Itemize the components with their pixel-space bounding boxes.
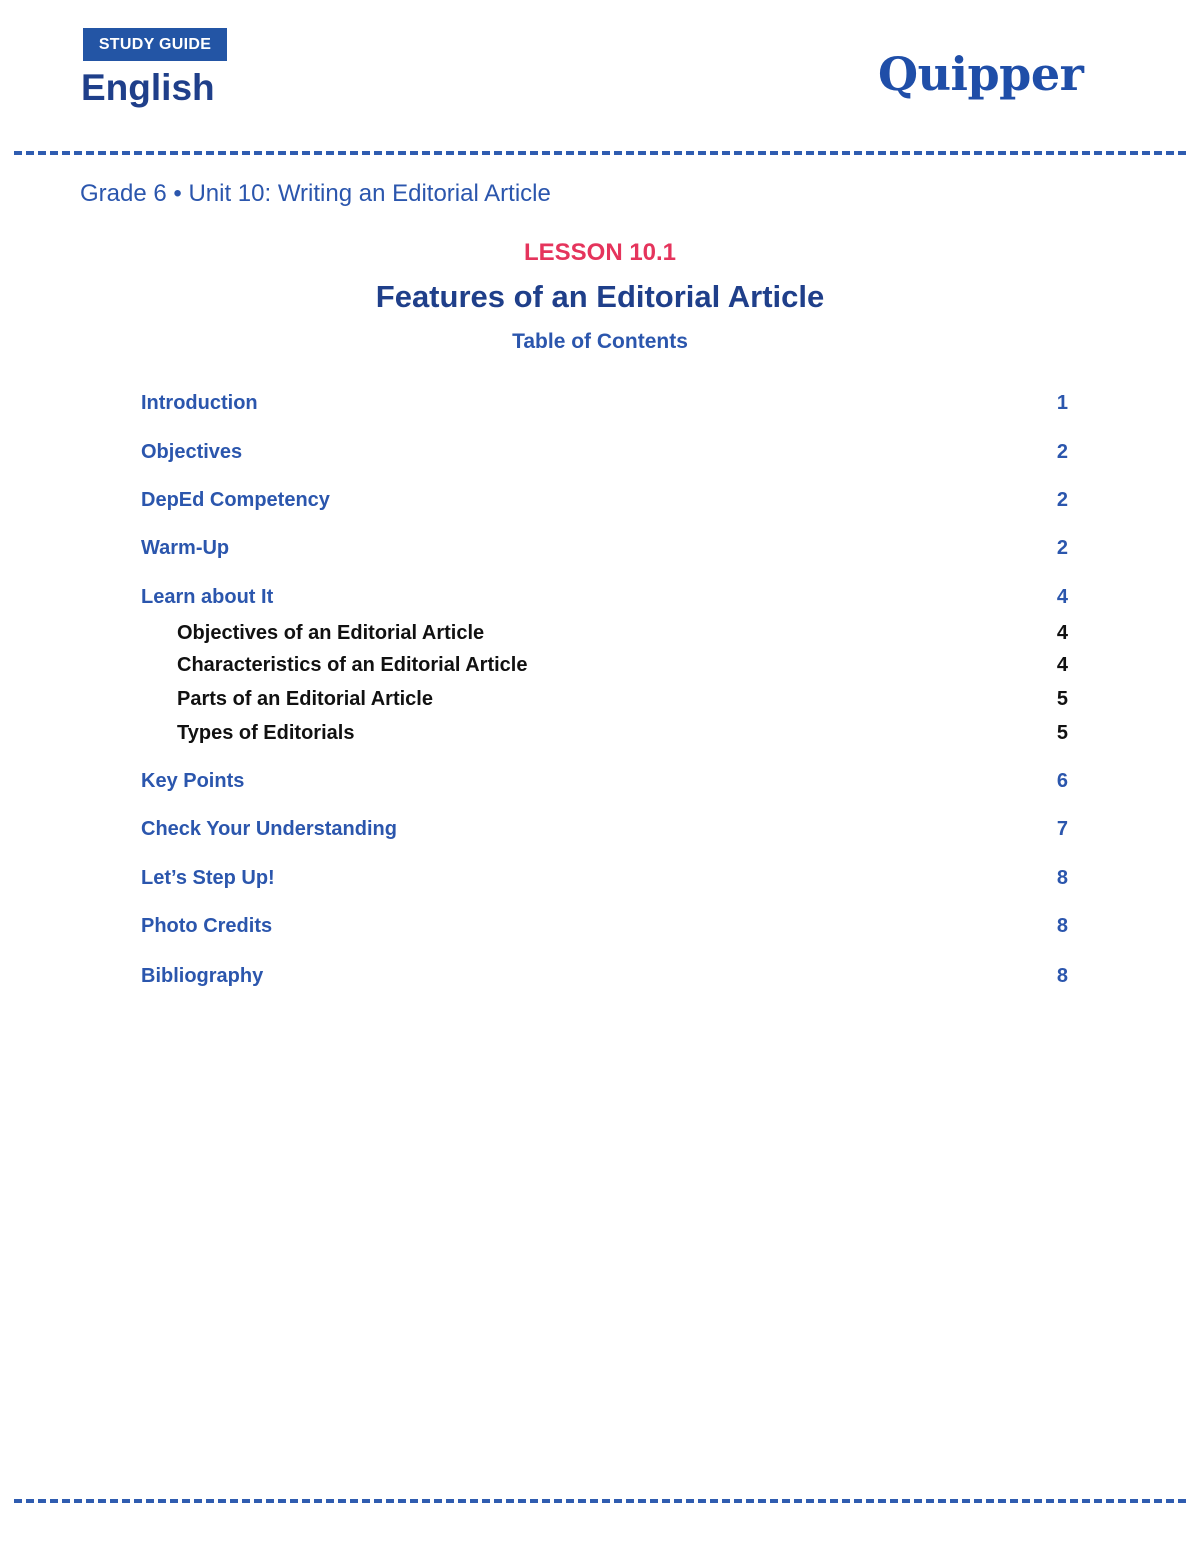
- bottom-dashed-divider: [14, 1499, 1186, 1503]
- subject-title: English: [81, 67, 215, 108]
- toc-subitem-objectives-editorial[interactable]: [177, 619, 1068, 647]
- lesson-title: Features of an Editorial Article: [375, 279, 825, 314]
- lesson-number: LESSON 10.1: [523, 239, 677, 266]
- toc-item-label: Types of Editorials: [177, 722, 355, 744]
- toc-item-page: 6: [1056, 770, 1068, 792]
- toc-item-page: 4: [1056, 622, 1068, 644]
- toc-item-label: Let’s Step Up!: [141, 867, 275, 889]
- toc-item-photo-credits[interactable]: [141, 912, 1068, 940]
- toc-subitem-types[interactable]: [177, 719, 1068, 747]
- toc-item-deped-competency[interactable]: [141, 486, 1068, 514]
- toc-subitem-characteristics[interactable]: [177, 651, 1068, 679]
- toc-item-page: 7: [1056, 818, 1068, 840]
- toc-item-label: Bibliography: [141, 965, 264, 987]
- toc-item-page: 5: [1056, 722, 1068, 744]
- toc-item-objectives[interactable]: [141, 438, 1068, 466]
- toc-item-label: DepEd Competency: [141, 489, 330, 511]
- toc-item-page: 5: [1056, 688, 1068, 710]
- toc-item-learn-about-it[interactable]: [141, 583, 1068, 611]
- toc-item-page: 8: [1056, 965, 1068, 987]
- toc-item-label: Check Your Understanding: [141, 818, 397, 840]
- quipper-logo: Quipper: [878, 47, 1084, 101]
- toc-heading: Table of Contents: [512, 330, 688, 353]
- toc-item-introduction[interactable]: [141, 389, 1068, 417]
- toc-item-label: Parts of an Editorial Article: [177, 688, 433, 710]
- unit-breadcrumb: Grade 6 • Unit 10: Writing an Editorial Article: [80, 180, 551, 207]
- toc-item-page: 8: [1056, 915, 1068, 937]
- toc-item-bibliography[interactable]: [141, 962, 1068, 990]
- toc-item-label: Learn about It: [141, 586, 274, 608]
- study-guide-badge: STUDY GUIDE: [83, 28, 227, 61]
- toc-item-check-understanding[interactable]: [141, 815, 1068, 843]
- toc-item-label: Characteristics of an Editorial Article: [177, 654, 528, 676]
- top-dashed-divider: [14, 151, 1186, 155]
- toc-item-label: Key Points: [141, 770, 245, 792]
- toc-item-label: Warm-Up: [141, 537, 230, 559]
- toc-item-lets-step-up[interactable]: [141, 864, 1068, 892]
- toc-item-page: 2: [1056, 537, 1068, 559]
- toc-item-label: Objectives of an Editorial Article: [177, 622, 485, 644]
- toc-item-page: 2: [1056, 441, 1068, 463]
- toc-item-page: 4: [1056, 586, 1068, 608]
- toc-item-label: Photo Credits: [141, 915, 273, 937]
- toc-item-label: Introduction: [141, 392, 258, 414]
- toc-subitem-parts[interactable]: [177, 685, 1068, 713]
- toc-item-warm-up[interactable]: [141, 534, 1068, 562]
- toc-item-label: Objectives: [141, 441, 243, 463]
- toc-item-page: 1: [1056, 392, 1068, 414]
- toc-item-page: 8: [1056, 867, 1068, 889]
- toc-item-page: 4: [1056, 654, 1068, 676]
- toc-item-page: 2: [1056, 489, 1068, 511]
- toc-item-key-points[interactable]: [141, 767, 1068, 795]
